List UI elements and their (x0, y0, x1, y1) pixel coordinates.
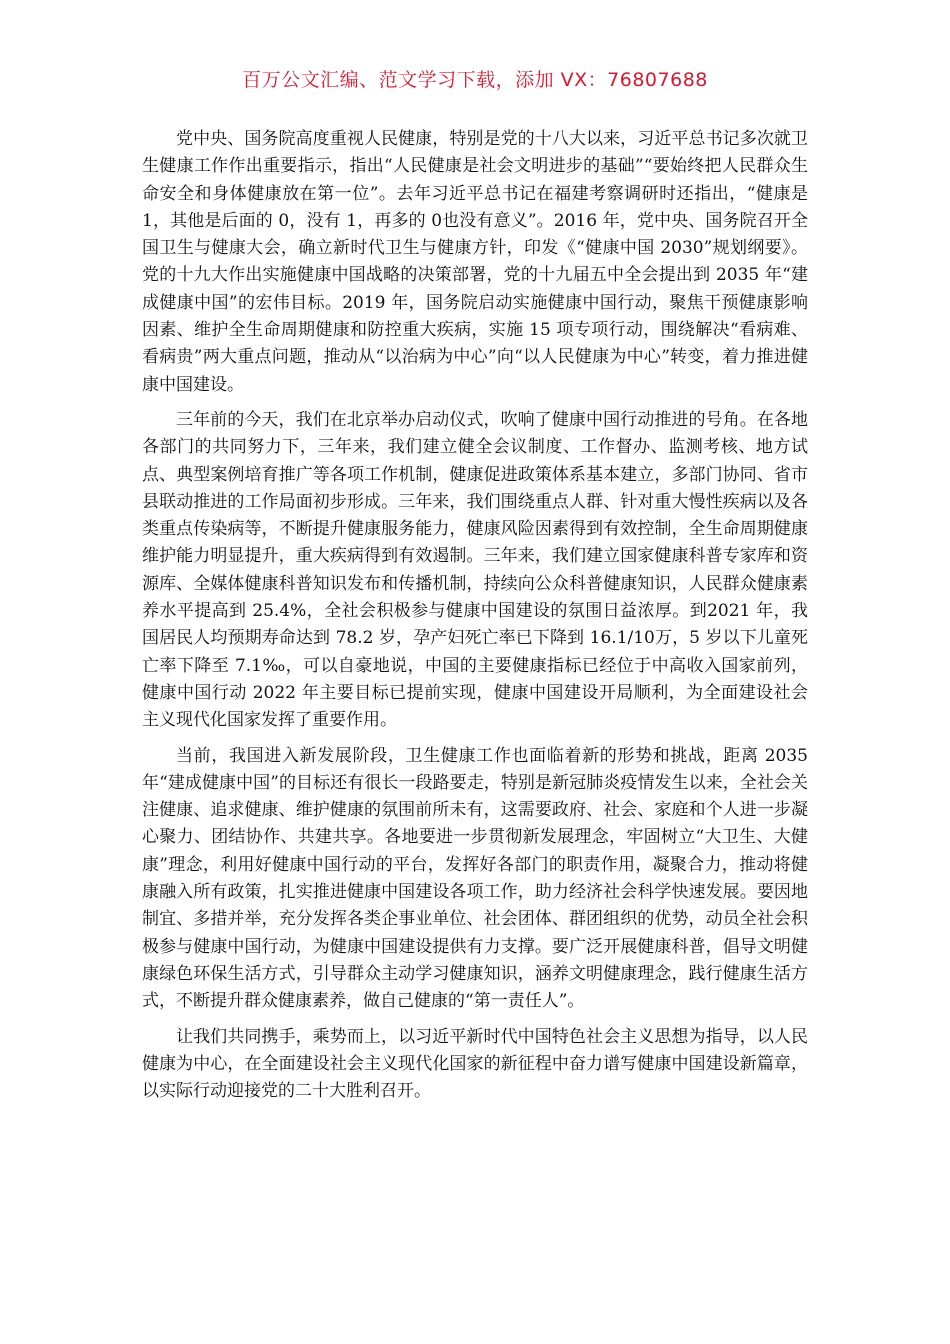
watermark-header: 百万公文汇编、范文学习下载，添加 VX：76807688 (242, 69, 708, 91)
paragraph-3: 当前，我国进入新发展阶段，卫生健康工作也面临着新的形势和挑战，距离 2035 年“建成健康中国”的目标还有很长一段路要走，特别是新冠肺炎疫情发生以来，全社会关注健康、追求健康、维护健康的氛围前所未有，这需要政府、社会、家庭和个人进一步凝心聚力、团结协作、共建共享。各地要进一步贯彻新发展理念，牢固树立“大卫生、大健康”理念，利用好健康中国行动的平台，发挥好各部门的职责作用，凝聚合力，推动将健康融入所有政策，扎实推进健康中国建设各项工作，助力经济社会科学快速发展。要因地制宜、多措并举，充分发挥各类企事业单位、社会团体、群团组织的优势，动员全社会积极参与健康中国行动，为健康中国建设提供有力支撑。要广泛开展健康科普，倡导文明健康绿色环保生活方式，引导群众主动学习健康知识，涵养文明健康理念，践行健康生活方式，不断提升群众健康素养，做自己健康的“第一责任人”。 (142, 745, 808, 1012)
document-body (142, 126, 808, 1113)
paragraph-4: 让我们共同携手，乘势而上，以习近平新时代中国特色社会主义思想为指导，以人民健康为中心，在全面建设社会主义现代化国家的新征程中奋力谱写健康中国建设新篇章，以实际行动迎接党的二十大胜利召开。 (142, 1026, 808, 1102)
paragraph-1: 党中央、国务院高度重视人民健康，特别是党的十八大以来，习近平总书记多次就卫生健康工作作出重要指示，指出“人民健康是社会文明进步的基础”“要始终把人民群众生命安全和身体健康放在第一位”。去年习近平总书记在福建考察调研时还指出，“健康是 1，其他是后面的 0，没有 1，再多的 0也没有意义”。2016 年，党中央、国务院召开全国卫生与健康大会，确立新时代卫生与健康方针，印发《“健康中国 2030”规划纲要》。党的十九大作出实施健康中国战略的决策部署，党的十九届五中全会提出到 2035 年“建成健康中国”的宏伟目标。2019 年，国务院启动实施健康中国行动，聚焦干预健康影响因素、维护全生命周期健康和防控重大疾病，实施 15 项专项行动，围绕解决“看病难、看病贵”两大重点问题，推动从“以治病为中心”向“以人民健康为中心”转变，着力推进健康中国建设。 (142, 129, 808, 395)
paragraph-2: 三年前的今天，我们在北京举办启动仪式，吹响了健康中国行动推进的号角。在各地各部门的共同努力下，三年来，我们建立健全会议制度、工作督办、监测考核、地方试点、典型案例培育推广等各项工作机制，健康促进政策体系基本建立，多部门协同、省市县联动推进的工作局面初步形成。三年来，我们围绕重点人群、针对重大慢性疾病以及各类重点传染病等，不断提升健康服务能力，健康风险因素得到有效控制，全生命周期健康维护能力明显提升，重大疾病得到有效遏制。三年来，我们建立国家健康科普专家库和资源库、全媒体健康科普知识发布和传播机制，持续向公众科普健康知识，人民群众健康素养水平提高到 25.4%，全社会积极参与健康中国建设的氛围日益浓厚。到2021 年，我国居民人均预期寿命达到 78.2 岁，孕产妇死亡率已下降到 16.1/10万，5 岁以下儿童死亡率下降至 7.1‰，可以自豪地说，中国的主要健康指标已经位于中高收入国家前列，健康中国行动 2022 年主要目标已提前实现，健康中国建设开局顺利，为全面建设社会主义现代化国家发挥了重要作用。 (142, 409, 808, 731)
